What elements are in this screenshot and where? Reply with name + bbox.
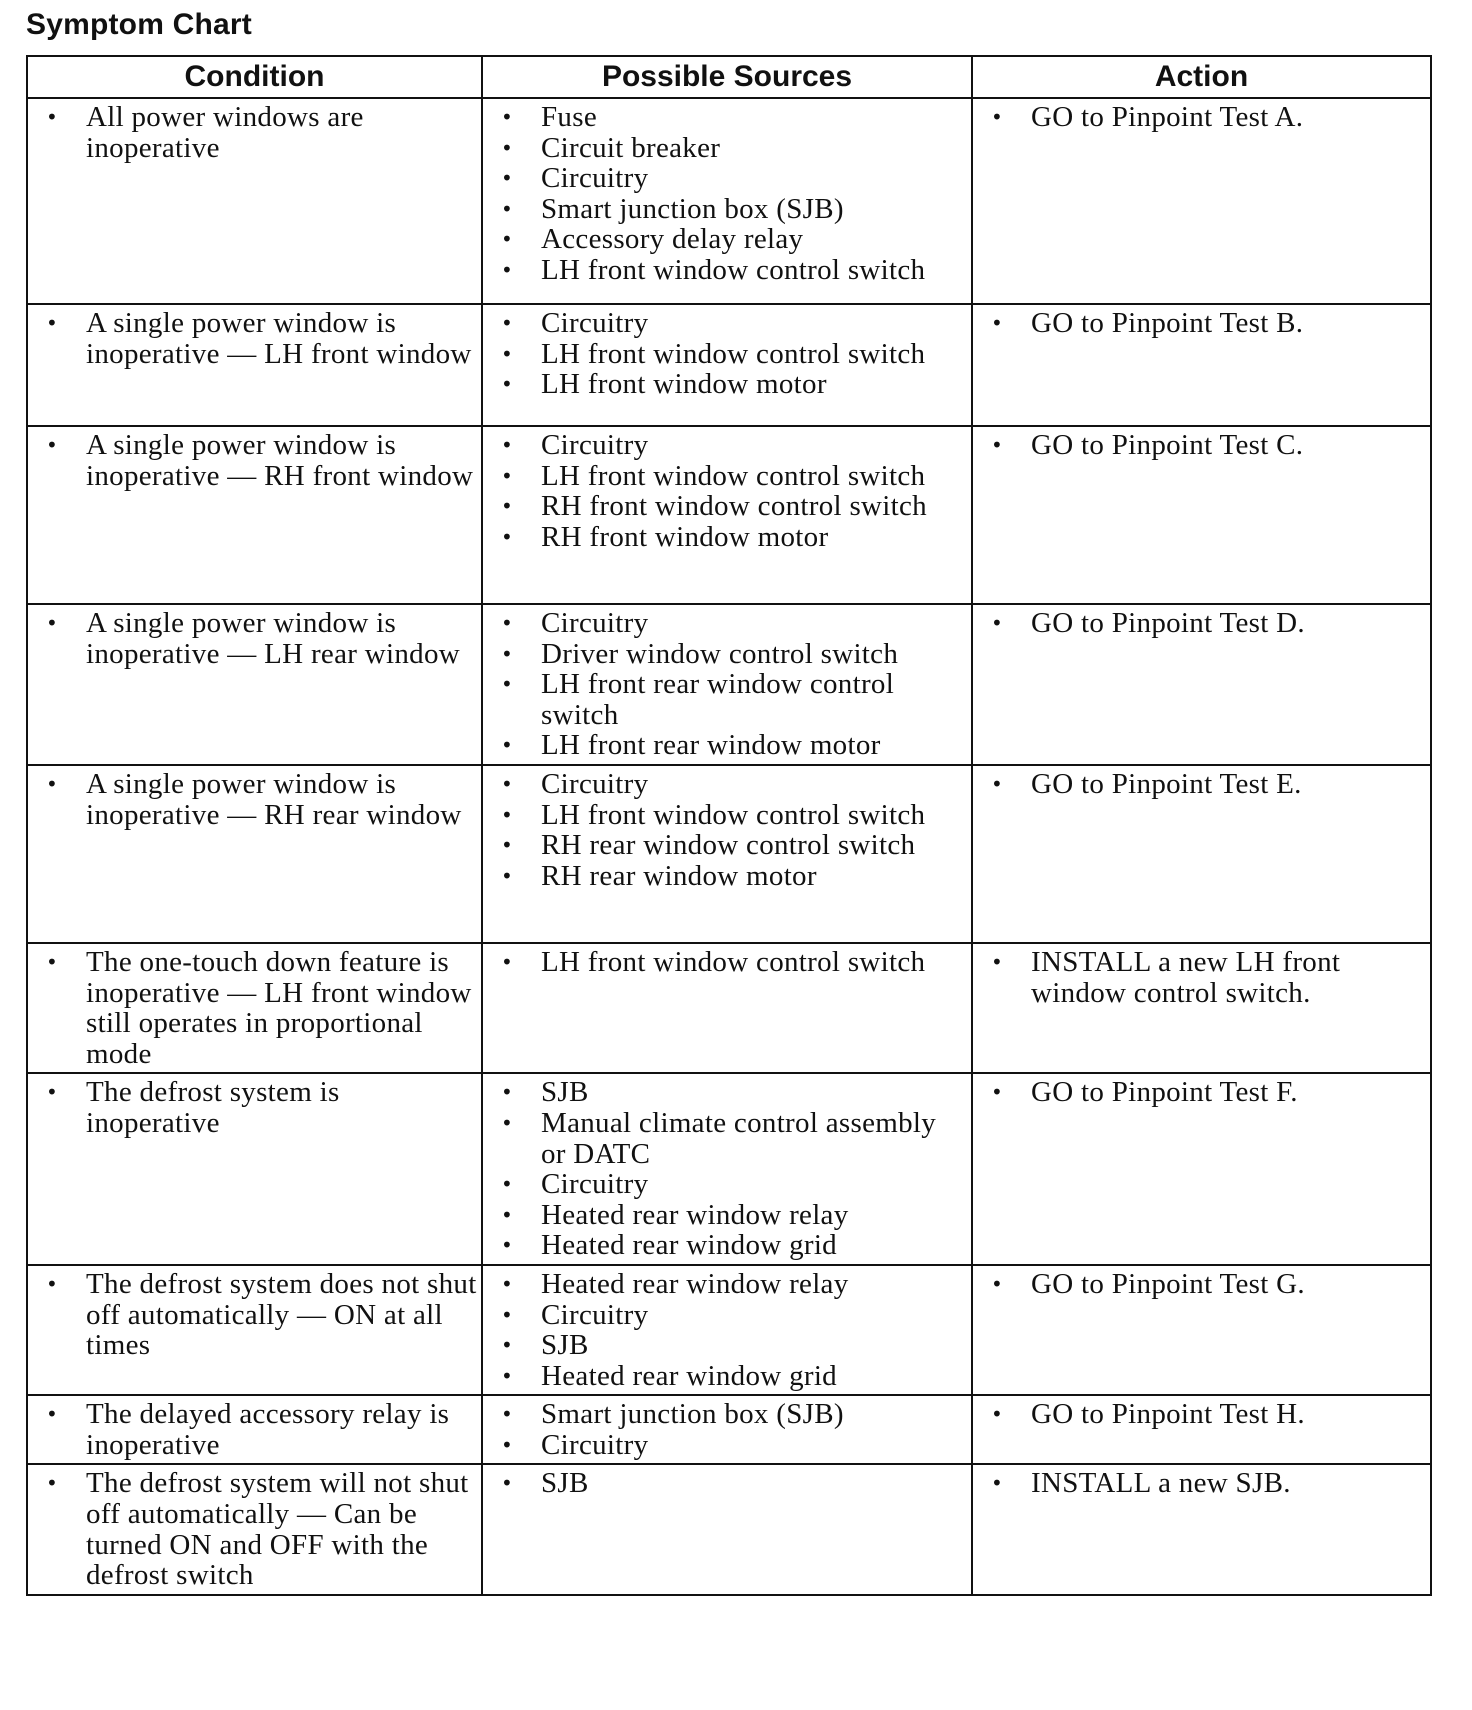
sources-item: • Circuit breaker xyxy=(487,133,967,164)
condition-list xyxy=(32,608,477,669)
sources-item: • Circuitry xyxy=(487,769,967,800)
sources-item: • Circuitry xyxy=(487,608,967,639)
table-row xyxy=(27,426,1431,604)
action-list xyxy=(977,308,1426,339)
sources-cell xyxy=(482,765,972,943)
sources-item: • RH rear window motor xyxy=(487,861,967,892)
action-list xyxy=(977,1269,1426,1300)
sources-item: • Heated rear window grid xyxy=(487,1361,967,1392)
table-row xyxy=(27,304,1431,426)
condition-item: • The delayed accessory relay is inoperative xyxy=(32,1399,477,1460)
condition-list xyxy=(32,430,477,491)
action-cell xyxy=(972,604,1431,765)
header-condition: Condition xyxy=(27,56,482,98)
action-item: • GO to Pinpoint Test H. xyxy=(977,1399,1426,1430)
condition-item: • The one-touch down feature is inoperative — LH front window still operates in proportional mode xyxy=(32,947,477,1069)
sources-list xyxy=(487,102,967,286)
action-item: • GO to Pinpoint Test A. xyxy=(977,102,1426,133)
sources-item: • RH rear window control switch xyxy=(487,830,967,861)
condition-item: • The defrost system will not shut off automatically — Can be turned ON and OFF with the defrost switch xyxy=(32,1468,477,1590)
condition-list xyxy=(32,1399,477,1460)
action-item: • GO to Pinpoint Test C. xyxy=(977,430,1426,461)
sources-cell xyxy=(482,1395,972,1464)
sources-cell xyxy=(482,98,972,304)
condition-cell xyxy=(27,765,482,943)
sources-cell xyxy=(482,1265,972,1395)
sources-list xyxy=(487,1269,967,1391)
sources-item: • LH front rear window motor xyxy=(487,730,967,761)
action-cell xyxy=(972,304,1431,426)
action-cell xyxy=(972,1265,1431,1395)
action-item: • GO to Pinpoint Test B. xyxy=(977,308,1426,339)
action-list xyxy=(977,1399,1426,1430)
action-cell xyxy=(972,943,1431,1073)
sources-item: • LH front window control switch xyxy=(487,461,967,492)
condition-cell xyxy=(27,943,482,1073)
table-row xyxy=(27,1073,1431,1265)
sources-item: • RH front window control switch xyxy=(487,491,967,522)
condition-list xyxy=(32,102,477,163)
action-list xyxy=(977,102,1426,133)
condition-list xyxy=(32,947,477,1069)
table-row xyxy=(27,1464,1431,1594)
sources-item: • LH front window control switch xyxy=(487,800,967,831)
sources-cell xyxy=(482,604,972,765)
condition-list xyxy=(32,1468,477,1590)
sources-cell xyxy=(482,426,972,604)
action-item: • INSTALL a new LH front window control switch. xyxy=(977,947,1426,1008)
sources-list xyxy=(487,308,967,400)
action-cell xyxy=(972,98,1431,304)
sources-cell xyxy=(482,1073,972,1265)
action-item: • GO to Pinpoint Test E. xyxy=(977,769,1426,800)
sources-item: • Circuitry xyxy=(487,1300,967,1331)
sources-item: • LH front window motor xyxy=(487,369,967,400)
header-action: Action xyxy=(972,56,1431,98)
sources-item: • RH front window motor xyxy=(487,522,967,553)
condition-cell xyxy=(27,1265,482,1395)
sources-item: • LH front window control switch xyxy=(487,255,967,286)
sources-list xyxy=(487,947,967,978)
sources-item: • Circuitry xyxy=(487,308,967,339)
condition-list xyxy=(32,308,477,369)
action-list xyxy=(977,769,1426,800)
action-list xyxy=(977,1077,1426,1108)
action-list xyxy=(977,1468,1426,1499)
action-cell xyxy=(972,1073,1431,1265)
header-possible-sources: Possible Sources xyxy=(482,56,972,98)
condition-item: • The defrost system does not shut off automatically — ON at all times xyxy=(32,1269,477,1361)
condition-list xyxy=(32,1269,477,1361)
sources-item: • Circuitry xyxy=(487,1430,967,1461)
condition-list xyxy=(32,769,477,830)
sources-list xyxy=(487,608,967,761)
action-cell xyxy=(972,426,1431,604)
action-cell xyxy=(972,1395,1431,1464)
condition-cell xyxy=(27,98,482,304)
sources-cell xyxy=(482,943,972,1073)
table-row xyxy=(27,1395,1431,1464)
sources-cell xyxy=(482,1464,972,1594)
sources-item: • LH front window control switch xyxy=(487,339,967,370)
sources-item: • Heated rear window grid xyxy=(487,1230,967,1261)
sources-item: • Circuitry xyxy=(487,163,967,194)
action-item: • GO to Pinpoint Test F. xyxy=(977,1077,1426,1108)
sources-item: • Accessory delay relay xyxy=(487,224,967,255)
chart-title: Symptom Chart xyxy=(26,8,252,41)
table-row xyxy=(27,98,1431,304)
sources-item: • SJB xyxy=(487,1330,967,1361)
condition-cell xyxy=(27,1073,482,1265)
sources-item: • Manual climate control assembly or DATC xyxy=(487,1108,967,1169)
action-list xyxy=(977,608,1426,639)
sources-item: • Heated rear window relay xyxy=(487,1200,967,1231)
header-row xyxy=(27,56,1431,98)
table-row xyxy=(27,765,1431,943)
sources-item: • Circuitry xyxy=(487,1169,967,1200)
condition-item: • All power windows are inoperative xyxy=(32,102,477,163)
action-item: • GO to Pinpoint Test D. xyxy=(977,608,1426,639)
action-item: • INSTALL a new SJB. xyxy=(977,1468,1426,1499)
symptom-chart-table xyxy=(26,55,1432,1596)
condition-item: • A single power window is inoperative — RH front window xyxy=(32,430,477,491)
action-cell xyxy=(972,765,1431,943)
condition-cell xyxy=(27,1395,482,1464)
sources-item: • LH front window control switch xyxy=(487,947,967,978)
table-row xyxy=(27,1265,1431,1395)
sources-list xyxy=(487,1399,967,1460)
sources-cell xyxy=(482,304,972,426)
sources-item: • Fuse xyxy=(487,102,967,133)
sources-item: • Smart junction box (SJB) xyxy=(487,1399,967,1430)
sources-item: • Heated rear window relay xyxy=(487,1269,967,1300)
sources-list xyxy=(487,769,967,891)
sources-list xyxy=(487,1077,967,1261)
sources-list xyxy=(487,430,967,552)
action-list xyxy=(977,430,1426,461)
action-cell xyxy=(972,1464,1431,1594)
table-row xyxy=(27,604,1431,765)
action-item: • GO to Pinpoint Test G. xyxy=(977,1269,1426,1300)
sources-item: • Driver window control switch xyxy=(487,639,967,670)
sources-item: • Smart junction box (SJB) xyxy=(487,194,967,225)
sources-item: • SJB xyxy=(487,1077,967,1108)
action-list xyxy=(977,947,1426,1008)
condition-item: • A single power window is inoperative — LH front window xyxy=(32,308,477,369)
condition-list xyxy=(32,1077,477,1138)
condition-cell xyxy=(27,604,482,765)
condition-item: • A single power window is inoperative — RH rear window xyxy=(32,769,477,830)
sources-item: • LH front rear window control switch xyxy=(487,669,967,730)
sources-item: • SJB xyxy=(487,1468,967,1499)
table-body xyxy=(27,98,1431,1595)
condition-item: • A single power window is inoperative — LH rear window xyxy=(32,608,477,669)
condition-item: • The defrost system is inoperative xyxy=(32,1077,477,1138)
table-row xyxy=(27,943,1431,1073)
condition-cell xyxy=(27,1464,482,1594)
sources-list xyxy=(487,1468,967,1499)
condition-cell xyxy=(27,426,482,604)
sources-item: • Circuitry xyxy=(487,430,967,461)
condition-cell xyxy=(27,304,482,426)
